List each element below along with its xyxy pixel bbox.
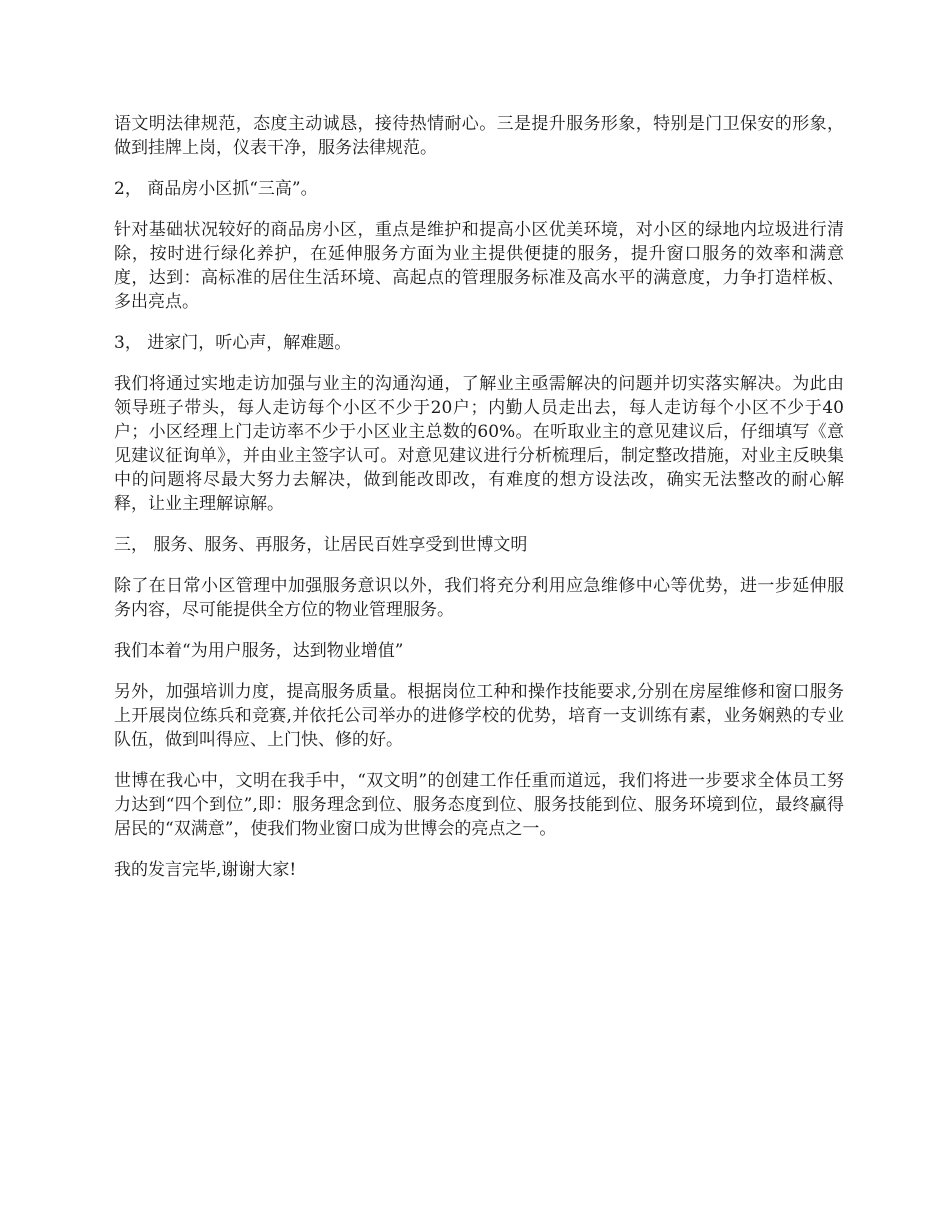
paragraph-service-image: 语文明法律规范，态度主动诚恳，接待热情耐心。三是提升服务形象，特别是门卫保安的形象，做到挂牌上岗，仪表干净，服务法律规范。 [114, 114, 844, 158]
heading-section-three: 三， 服务、服务、再服务，让居民百姓享受到世博文明 [114, 535, 528, 555]
document-body [114, 112, 844, 899]
paragraph-expo: 世博在我心中，文明在我手中，“双文明”的创建工作任重而道远，我们将进一步要求全体员工努力达到“四个到位”,即：服务理念到位、服务态度到位、服务技能到位、服务环境到位，最终赢得居民的“双满意”，使我们物业窗口成为世博会的亮点之一。 [114, 771, 844, 839]
heading-commercial-housing: 2， 商品房小区抓“三高”。 [114, 179, 318, 199]
paragraph-closing: 我的发言完毕,谢谢大家! [114, 860, 297, 880]
paragraph-home-visits: 我们将通过实地走访加强与业主的沟通沟通，了解业主亟需解决的问题并切实落实解决。为此由领导班子带头，每人走访每个小区不少于20户；内勤人员走出去，每人走访每个小区不少于40户；小区经理上门走访率不少于小区业主总数的60%。在听取业主的意见建议后，仔细填写《意见建议征询单》，并由业主签字认可。对意见建议进行分析梳理后，制定整改措施，对业主反映集中的问题将尽最大努力去解决，做到能改即改，有难度的想方设法改，确实无法整改的耐心解释，让业主理解谅解。 [114, 374, 844, 514]
paragraph-principle: 我们本着“为用户服务，达到物业增值” [114, 641, 404, 661]
heading-home-visits: 3， 进家门，听心声，解难题。 [114, 333, 352, 353]
paragraph-training: 另外，加强培训力度，提高服务质量。根据岗位工种和操作技能要求,分别在房屋维修和窗口服务上开展岗位练兵和竞赛,并依托公司举办的进修学校的优势，培育一支训练有素，业务娴熟的专业队伍，做到叫得应、上门快、修的好。 [114, 682, 844, 750]
paragraph-extended-service: 除了在日常小区管理中加强服务意识以外，我们将充分利用应急维修中心等优势，进一步延伸服务内容，尽可能提供全方位的物业管理服务。 [114, 576, 844, 620]
paragraph-commercial-housing: 针对基础状况较好的商品房小区，重点是维护和提高小区优美环境，对小区的绿地内垃圾进行清除，按时进行绿化养护，在延伸服务方面为业主提供便捷的服务，提升窗口服务的效率和满意度，达到：高标准的居住生活环境、高起点的管理服务标准及高水平的满意度，力争打造样板、多出亮点。 [114, 220, 844, 312]
